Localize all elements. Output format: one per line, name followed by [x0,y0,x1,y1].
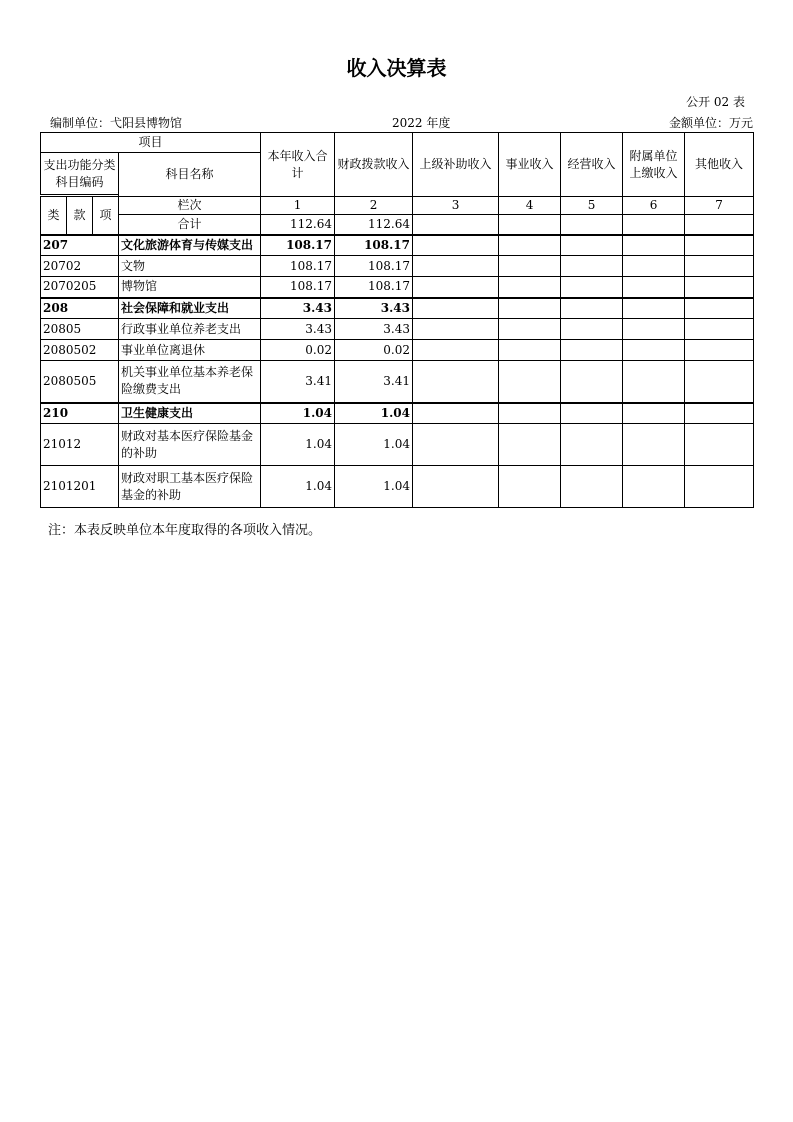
table-row [41,256,754,277]
row-name: 文化旅游体育与传媒支出 [119,235,261,256]
compiling-unit: 编制单位：弋阳县博物馆 [50,116,183,130]
col-num-1: 1 [261,197,335,215]
income-table [40,132,754,508]
header-col-6: 附属单位上缴收入 [623,133,685,197]
row-col-1: 3.43 [261,298,335,319]
report-year: 2022 年度 [392,116,451,130]
col-num-6: 6 [623,197,685,215]
row-col-2: 108.17 [335,235,413,256]
row-col-2: 1.04 [335,466,413,508]
header-col-4: 事业收入 [499,133,561,197]
row-col-2: 3.43 [335,298,413,319]
row-col-2: 3.43 [335,319,413,340]
header-col-1: 本年收入合计 [261,133,335,197]
row-code: 207 [41,235,119,256]
table-row [41,277,754,298]
row-col-2: 3.41 [335,361,413,403]
row-col-2: 0.02 [335,340,413,361]
row-name: 机关事业单位基本养老保险缴费支出 [119,361,261,403]
page-title: 收入决算表 [346,56,447,80]
row-code: 20702 [41,256,119,277]
row-col-1: 108.17 [261,277,335,298]
row-code: 2070205 [41,277,119,298]
table-row [41,340,754,361]
col-num-2: 2 [335,197,413,215]
row-col-1: 3.41 [261,361,335,403]
row-name: 社会保障和就业支出 [119,298,261,319]
row-name: 行政事业单位养老支出 [119,319,261,340]
report-meta [40,114,753,130]
row-code: 20805 [41,319,119,340]
row-col-1: 0.02 [261,340,335,361]
table-row [41,298,754,319]
header-subject-name: 科目名称 [119,153,261,197]
row-code: 2080502 [41,340,119,361]
row-name: 财政对基本医疗保险基金的补助 [119,424,261,466]
row-col-1: 3.43 [261,319,335,340]
total-label: 合计 [119,215,261,235]
row-col-2: 108.17 [335,277,413,298]
row-code: 21012 [41,424,119,466]
table-number: 公开 02 表 [686,95,745,109]
table-row [41,403,754,424]
row-code: 2101201 [41,466,119,508]
header-col-order: 栏次 [119,197,261,215]
row-col-2: 1.04 [335,403,413,424]
amount-unit: 金额单位：万元 [668,116,753,130]
header-col-7: 其他收入 [685,133,754,197]
row-name: 博物馆 [119,277,261,298]
header-item: 项目 [41,133,261,153]
row-code: 210 [41,403,119,424]
row-name: 卫生健康支出 [119,403,261,424]
table-row [41,319,754,340]
total-col-1: 112.64 [261,215,335,235]
table-row [41,361,754,403]
row-name: 文物 [119,256,261,277]
row-col-1: 1.04 [261,403,335,424]
header-xiang: 项 [93,197,119,235]
total-col-2: 112.64 [335,215,413,235]
col-num-7: 7 [685,197,754,215]
row-col-2: 1.04 [335,424,413,466]
table-note: 注：本表反映单位本年度取得的各项收入情况。 [48,523,322,538]
header-col-2: 财政拨款收入 [335,133,413,197]
table-row [41,235,754,256]
row-col-1: 108.17 [261,256,335,277]
col-num-5: 5 [561,197,623,215]
row-name: 事业单位离退休 [119,340,261,361]
header-func-code: 支出功能分类科目编码 [41,153,119,195]
header-kuan: 款 [67,197,93,235]
row-code: 2080505 [41,361,119,403]
row-name: 财政对职工基本医疗保险基金的补助 [119,466,261,508]
header-col-5: 经营收入 [561,133,623,197]
col-num-4: 4 [499,197,561,215]
row-col-1: 1.04 [261,424,335,466]
table-row [41,424,754,466]
header-lei: 类 [41,197,67,235]
row-col-2: 108.17 [335,256,413,277]
table-row [41,466,754,508]
row-code: 208 [41,298,119,319]
row-col-1: 108.17 [261,235,335,256]
header-col-3: 上级补助收入 [413,133,499,197]
row-col-1: 1.04 [261,466,335,508]
col-num-3: 3 [413,197,499,215]
